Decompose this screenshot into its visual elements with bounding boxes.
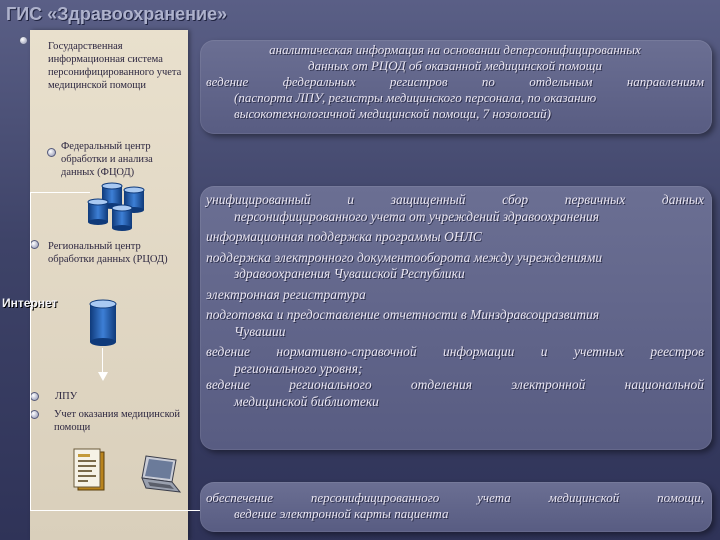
nsi-text: ведение нормативно-справочной информации и учетных реестров — [206, 344, 704, 359]
federal-registers-text: (паспорта ЛПУ, регистры медицинского персонала, по оказанию — [234, 90, 597, 105]
bullet-icon — [19, 36, 28, 45]
federal-registers-text: высокотехнологичной медицинской помощи, 7 нозологий) — [234, 106, 551, 121]
laptop-icon — [136, 452, 182, 496]
reporting-text: Чувашии — [234, 323, 286, 339]
gis-label: Государственная информационная система персонифицированного учета медицинской помощи — [48, 41, 182, 91]
regional-info-box — [200, 186, 712, 450]
bullet-icon — [30, 392, 39, 401]
fcod-label: Федеральный центр обработки и анализа данных (ФЦОД) — [61, 141, 153, 178]
edo-support-text: поддержка электронного документооборота между учреждениями — [206, 249, 603, 265]
document-icon — [72, 448, 108, 494]
page-title: ГИС «Здравоохранение» — [6, 4, 228, 24]
bullet-icon — [30, 410, 39, 419]
data-collection-text: унифицированный и защищенный сбор первичных данных — [206, 192, 704, 207]
lpu-accounting-text: обеспечение персонифицированного учета медицинской помощи, — [206, 490, 704, 505]
flow-line — [30, 192, 31, 510]
nsi-text: регионального уровня; — [234, 360, 363, 376]
reporting-text: подготовка и предоставление отчетности в Минздравсоцразвития — [206, 307, 600, 322]
arrow-down-icon — [98, 372, 108, 381]
flow-line — [30, 510, 208, 511]
lpu-info-box — [200, 482, 712, 532]
fcod-analytics-text: данных от РЦОД об оказанной медицинской помощи — [308, 58, 602, 73]
database-icon — [88, 298, 118, 348]
edo-support-text: здравоохранения Чувашской Республики — [234, 266, 465, 281]
federal-info-box — [200, 40, 712, 134]
bullet-icon — [47, 148, 56, 157]
internet-label: Интернет — [2, 296, 58, 310]
flow-line — [102, 348, 103, 374]
rcod-label: Региональный центр обработки данных (РЦОД) — [48, 241, 168, 265]
data-collection-text: персонифицированного учета от учреждений здравоохранения — [234, 208, 600, 224]
e-registry-text: электронная регистратура — [206, 286, 366, 302]
bullet-icon — [30, 240, 39, 249]
lpu-accounting-text: ведение электронной карты пациента — [234, 506, 449, 521]
fcod-analytics-text: аналитическая информация на основании деперсонифицированных — [269, 42, 641, 57]
database-icon — [112, 205, 132, 231]
lpu-sub-label: Учет оказания медицинской помощи — [54, 409, 181, 433]
library-text: медицинской библиотеки — [234, 393, 379, 409]
database-cluster — [84, 180, 156, 236]
database-icon — [88, 199, 108, 225]
onls-support-text: информационная поддержка программы ОНЛС — [206, 229, 482, 244]
library-text: ведение регионального отделения электронной национальной — [206, 377, 704, 392]
federal-registers-text: ведение федеральных регистров по отдельным направлениям — [206, 74, 704, 89]
lpu-label: ЛПУ — [55, 391, 78, 402]
flow-line — [30, 192, 90, 193]
